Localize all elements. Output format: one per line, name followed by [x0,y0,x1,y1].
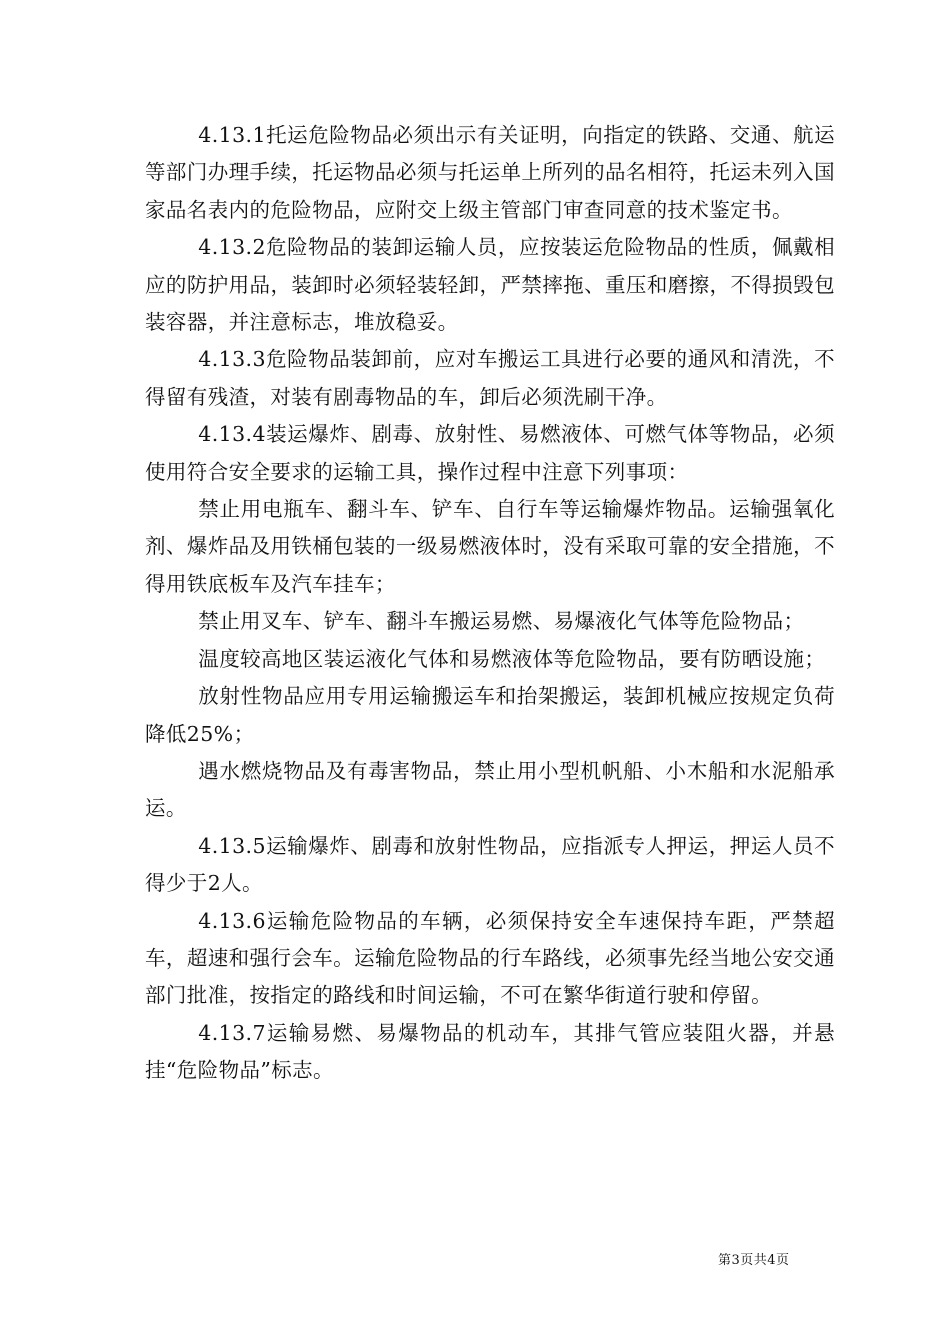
paragraph-item-water-reactive: 遇水燃烧物品及有毒害物品，禁止用小型机帆船、小木船和水泥船承运。 [145,758,835,821]
paragraph-item-high-temperature: 温度较高地区装运液化气体和易燃液体等危险物品，要有防晒设施； [198,646,826,671]
paragraph-4-13-7: 4.13.7运输易燃、易爆物品的机动车，其排气管应装阻火器，并悬挂“危险物品”标志。 [145,1020,835,1083]
paragraph-item-electric-cart: 禁止用电瓶车、翻斗车、铲车、自行车等运输爆炸物品。运输强氧化剂、爆炸品及用铁桶包装的一级易燃液体时，没有采取可靠的安全措施，不得用铁底板车及汽车挂车； [145,497,835,596]
document-body [145,117,835,1090]
paragraph-item-radioactive: 放射性物品应用专用运输搬运车和抬架搬运，装卸机械应按规定负荷降低25%； [145,684,835,746]
paragraph-item-forklift: 禁止用叉车、铲车、翻斗车搬运易燃、易爆液化气体等危险物品； [198,609,805,634]
page-number-footer: 第3页共4页 [718,1253,790,1268]
paragraph-4-13-5: 4.13.5运输爆炸、剧毒和放射性物品，应指派专人押运，押运人员不得少于2人。 [145,833,835,896]
paragraph-4-13-6: 4.13.6运输危险物品的车辆，必须保持安全车速保持车距，严禁超车，超速和强行会车。运输危险物品的行车路线，必须事先经当地公安交通部门批准，按指定的路线和时间运输，不可在繁华街道行驶和停留。 [145,908,835,1008]
paragraph-4-13-2: 4.13.2危险物品的装卸运输人员，应按装运危险物品的性质，佩戴相应的防护用品，装卸时必须轻装轻卸，严禁摔拖、重压和磨擦，不得损毁包装容器，并注意标志，堆放稳妥。 [145,235,835,335]
paragraph-4-13-4: 4.13.4装运爆炸、剧毒、放射性、易燃液体、可燃气体等物品，必须使用符合安全要求的运输工具，操作过程中注意下列事项： [145,422,835,484]
paragraph-4-13-1: 4.13.1托运危险物品必须出示有关证明，向指定的铁路、交通、航运等部门办理手续，托运物品必须与托运单上所列的品名相符，托运未列入国家品名表内的危险物品，应附交上级主管部门审查同意的技术鉴定书。 [145,123,835,222]
paragraph-4-13-3: 4.13.3危险物品装卸前，应对车搬运工具进行必要的通风和清洗，不得留有残渣，对装有剧毒物品的车，卸后必须洗刷干净。 [145,347,835,409]
